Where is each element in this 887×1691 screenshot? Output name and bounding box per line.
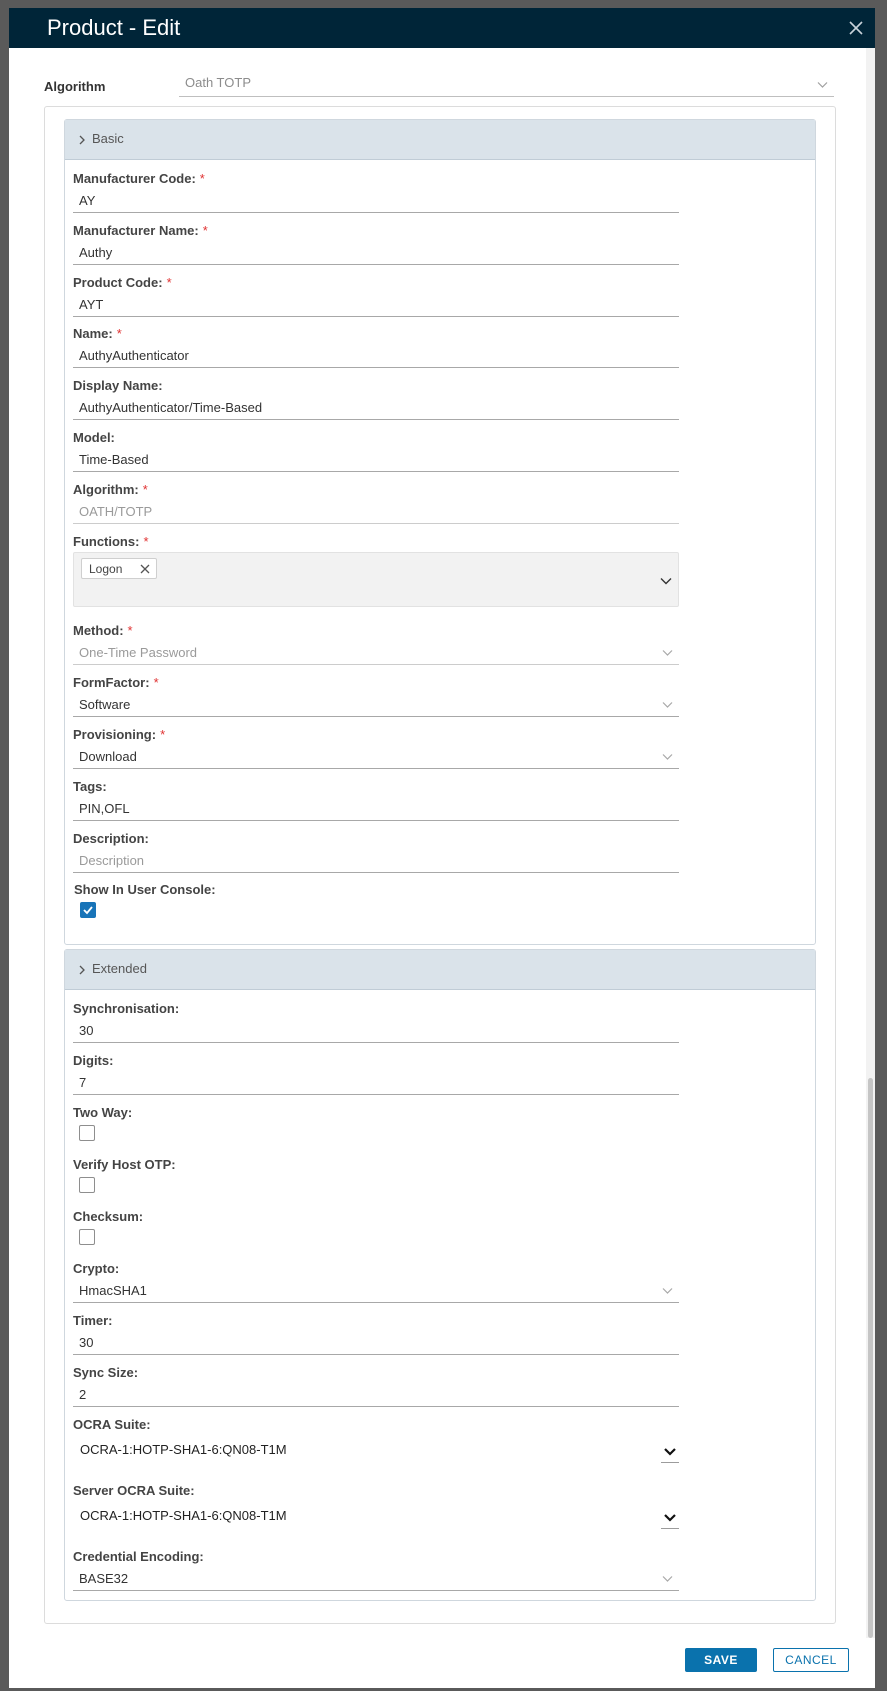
extended-section-title: Extended <box>92 961 147 976</box>
synchronisation-label: Synchronisation: <box>73 1001 180 1016</box>
chevron-down-icon <box>662 649 673 657</box>
close-icon[interactable] <box>843 15 869 41</box>
chevron-down-icon[interactable] <box>660 577 672 585</box>
modal-title: Product - Edit <box>47 15 181 40</box>
server-ocra-suite-select[interactable]: OCRA-1:HOTP-SHA1-6:QN08-T1M <box>73 1501 679 1531</box>
method-select[interactable]: One-Time Password <box>73 641 679 665</box>
model-input[interactable]: Time-Based <box>73 448 679 472</box>
functions-label: Functions: <box>73 534 140 549</box>
description-label: Description: <box>73 831 149 846</box>
chevron-down-icon <box>662 1575 673 1583</box>
functions-multiselect[interactable] <box>73 552 679 607</box>
synchronisation-input[interactable]: 30 <box>73 1019 679 1043</box>
scrollbar-track[interactable] <box>866 48 875 1638</box>
checksum-checkbox[interactable] <box>79 1229 95 1245</box>
manufacturer-code-label: Manufacturer Code: <box>73 171 196 186</box>
product-edit-modal <box>9 8 875 1688</box>
manufacturer-name-input[interactable]: Authy <box>73 241 679 265</box>
chevron-down-icon <box>817 81 828 89</box>
extended-section-header[interactable] <box>65 950 815 990</box>
function-chip <box>81 558 157 579</box>
modal-header <box>9 8 875 48</box>
required-asterisk: * <box>202 223 208 238</box>
timer-label: Timer: <box>73 1313 113 1328</box>
timer-input[interactable]: 30 <box>73 1331 679 1355</box>
method-label: Method: <box>73 623 124 638</box>
algorithm-select[interactable] <box>179 72 834 97</box>
algorithm-select-label: Algorithm <box>44 79 106 94</box>
cancel-button[interactable]: CANCEL <box>773 1648 849 1672</box>
manufacturer-code-input[interactable]: AY <box>73 189 679 213</box>
two-way-checkbox[interactable] <box>79 1125 95 1141</box>
required-asterisk: * <box>127 623 133 638</box>
two-way-label: Two Way: <box>73 1105 133 1120</box>
digits-label: Digits: <box>73 1053 114 1068</box>
server-ocra-suite-dropdown-button[interactable] <box>661 1511 679 1529</box>
ocra-suite-select[interactable]: OCRA-1:HOTP-SHA1-6:QN08-T1M <box>73 1435 679 1465</box>
display-name-input[interactable]: AuthyAuthenticator/Time-Based <box>73 396 679 420</box>
form-factor-label: FormFactor: <box>73 675 150 690</box>
tags-input[interactable]: PIN,OFL <box>73 797 679 821</box>
required-asterisk: * <box>199 171 205 186</box>
name-label: Name: <box>73 326 113 341</box>
checksum-label: Checksum: <box>73 1209 144 1224</box>
chevron-down-icon <box>662 701 673 709</box>
server-ocra-suite-label: Server OCRA Suite: <box>73 1483 195 1498</box>
function-chip-label: Logon <box>89 562 123 576</box>
form-factor-select[interactable]: Software <box>73 693 679 717</box>
model-label: Model: <box>73 430 115 445</box>
required-asterisk: * <box>160 727 166 742</box>
display-name-label: Display Name: <box>73 378 163 393</box>
required-asterisk: * <box>143 534 149 549</box>
required-asterisk: * <box>153 675 159 690</box>
chevron-down-icon <box>662 1287 673 1295</box>
basic-section-title: Basic <box>92 131 124 146</box>
show-in-user-console-label: Show In User Console: <box>74 882 216 897</box>
credential-encoding-label: Credential Encoding: <box>73 1549 204 1564</box>
verify-host-otp-checkbox[interactable] <box>79 1177 95 1193</box>
chevron-right-icon <box>77 134 87 146</box>
provisioning-label: Provisioning: <box>73 727 157 742</box>
scrollbar-thumb[interactable] <box>868 1078 873 1638</box>
chevron-down-icon <box>661 1445 679 1459</box>
digits-input[interactable]: 7 <box>73 1071 679 1095</box>
verify-host-otp-label: Verify Host OTP: <box>73 1157 176 1172</box>
tags-label: Tags: <box>73 779 107 794</box>
credential-encoding-select[interactable]: BASE32 <box>73 1567 679 1591</box>
algorithm-select-value: Oath TOTP <box>185 75 251 90</box>
chevron-right-icon <box>77 964 87 976</box>
product-code-label: Product Code: <box>73 275 163 290</box>
required-asterisk: * <box>116 326 122 341</box>
checkmark-icon <box>81 903 95 917</box>
algorithm-input: OATH/TOTP <box>73 500 679 524</box>
required-asterisk: * <box>142 482 148 497</box>
product-code-input[interactable]: AYT <box>73 293 679 317</box>
ocra-suite-dropdown-button[interactable] <box>661 1445 679 1463</box>
basic-section-header[interactable] <box>65 120 815 160</box>
crypto-label: Crypto: <box>73 1261 120 1276</box>
description-input[interactable]: Description <box>73 849 679 873</box>
sync-size-input[interactable]: 2 <box>73 1383 679 1407</box>
show-in-user-console-checkbox[interactable] <box>80 902 96 918</box>
manufacturer-name-label: Manufacturer Name: <box>73 223 199 238</box>
sync-size-label: Sync Size: <box>73 1365 139 1380</box>
ocra-suite-label: OCRA Suite: <box>73 1417 151 1432</box>
name-input[interactable]: AuthyAuthenticator <box>73 344 679 368</box>
crypto-select[interactable]: HmacSHA1 <box>73 1279 679 1303</box>
algorithm-label: Algorithm: <box>73 482 139 497</box>
chevron-down-icon <box>661 1511 679 1525</box>
remove-chip-icon[interactable] <box>140 564 150 574</box>
provisioning-select[interactable]: Download <box>73 745 679 769</box>
save-button[interactable]: SAVE <box>685 1648 757 1672</box>
chevron-down-icon <box>662 753 673 761</box>
required-asterisk: * <box>166 275 172 290</box>
